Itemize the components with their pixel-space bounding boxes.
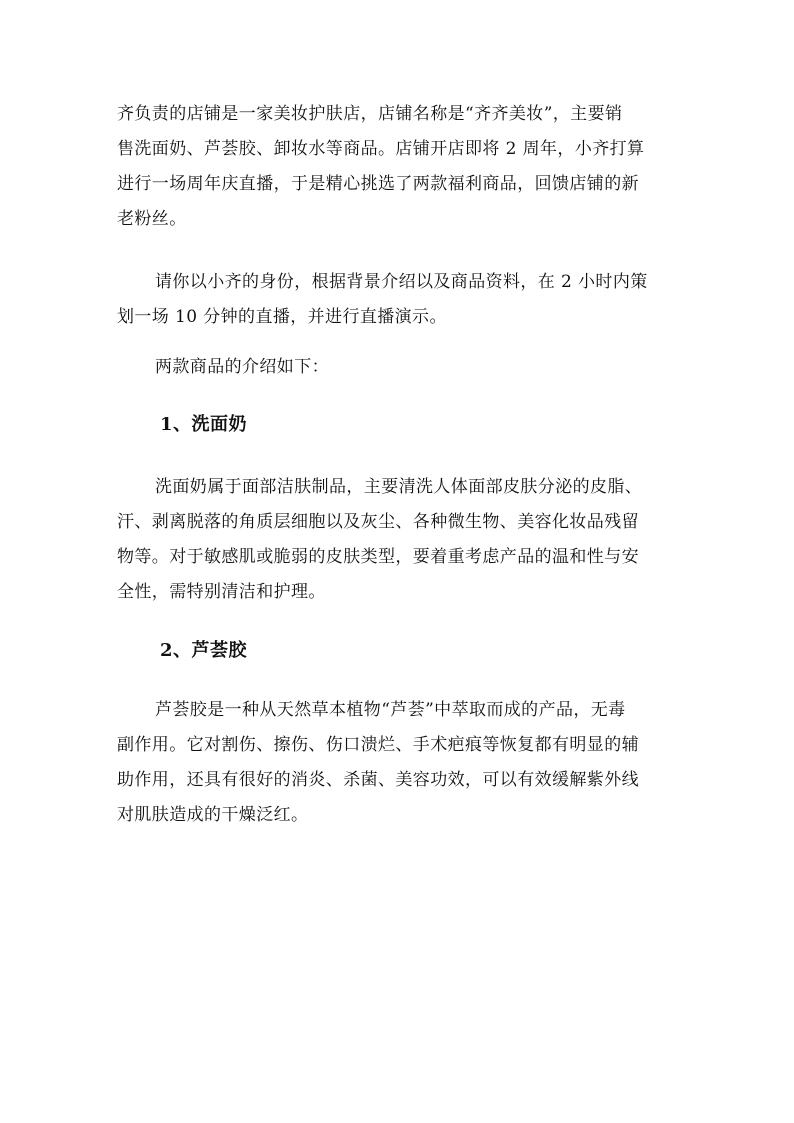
text-line: 请你以小齐的身份，根据背景介绍以及商品资料，在 2 小时内策 (155, 272, 648, 292)
intro-paragraph-2 (117, 265, 687, 335)
text-line: 划一场 10 分钟的直播，并进行直播演示。 (117, 307, 447, 327)
text-line: 副作用。它对割伤、擦伤、伤口溃烂、手术疤痕等恢复都有明显的辅 (117, 735, 639, 755)
text-line: 进行一场周年庆直播，于是精心挑选了两款福利商品，回馈店铺的新 (117, 174, 639, 194)
intro-paragraph-3 (117, 350, 687, 385)
text-line: 齐负责的店铺是一家美妆护肤店，店铺名称是“齐齐美妆”，主要销 (117, 104, 623, 124)
text-line: 售洗面奶、芦荟胶、卸妆水等商品。店铺开店即将 2 周年，小齐打算 (117, 139, 645, 159)
intro-paragraph-1 (117, 97, 687, 237)
text-line: 老粉丝。 (117, 209, 187, 229)
cleanser-paragraph (117, 470, 687, 610)
text-line: 两款商品的介绍如下： (155, 357, 329, 377)
text-line: 汗、剥离脱落的角质层细胞以及灰尘、各种微生物、美容化妆品残留 (117, 512, 639, 532)
text-line: 洗面奶属于面部洁肤制品，主要清洗人体面部皮肤分泌的皮脂、 (155, 477, 643, 497)
text-line: 全性，需特别清洁和护理。 (117, 582, 326, 602)
aloe-gel-paragraph (117, 693, 687, 833)
text-line: 助作用，还具有很好的消炎、杀菌、美容功效，可以有效缓解紫外线 (117, 770, 639, 790)
text-line: 物等。对于敏感肌或脆弱的皮肤类型，要着重考虑产品的温和性与安 (117, 547, 639, 567)
section-heading-cleanser: 1、洗面奶 (160, 414, 248, 435)
text-line: 芦荟胶是一种从天然草本植物“芦荟”中萃取而成的产品，无毒 (155, 700, 626, 720)
section-heading-aloe-gel: 2、芦荟胶 (160, 640, 248, 661)
text-line: 对肌肤造成的干燥泛红。 (117, 805, 309, 825)
